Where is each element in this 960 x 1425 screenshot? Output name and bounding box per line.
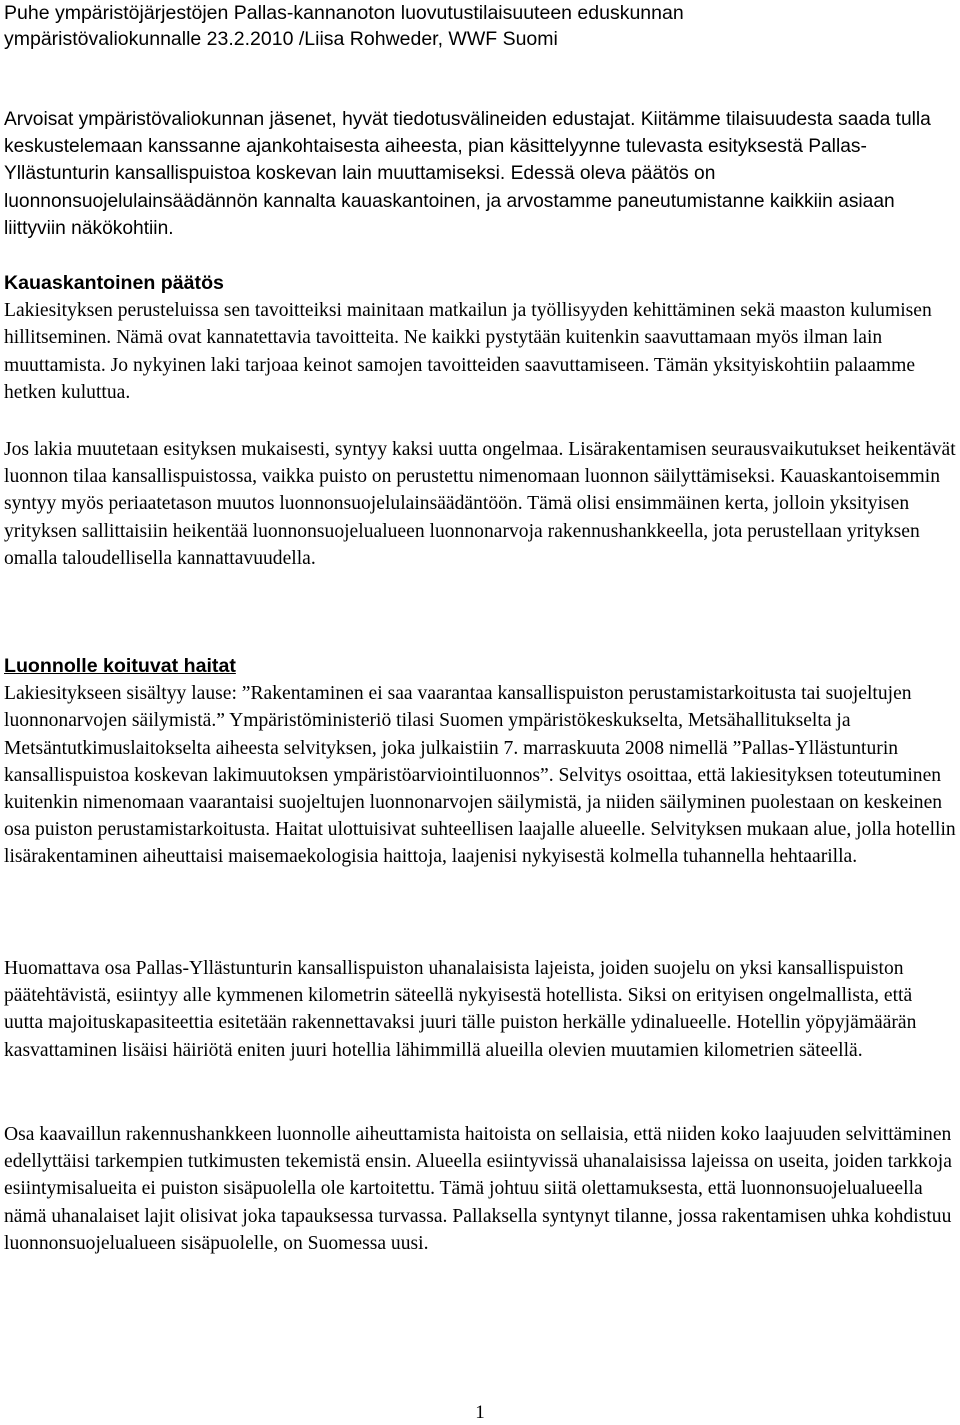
intro-paragraph: Arvoisat ympäristövaliokunnan jäsenet, hyvät tiedotusvälineiden edustajat. Kiitämme tilaisuudesta saada tulla keskustelemaan kanssanne ajankohtaisesta aiheesta, pian käsittelyynne tulevasta esityksestä Pallas-Yllästunturin kansallispuistoa koskevan lain muuttamiseksi. Edessä oleva päätös on luonnonsuojelulainsäädännön kannalta kauaskantoinen, ja arvostamme paneutumistanne kaikkiin asiaan liittyviin näkökohtiin.: [4, 109, 931, 239]
intro-paragraph-block: [4, 106, 956, 242]
section2-paragraph-1: Lakiesitykseen sisältyy lause: ”Rakentaminen ei saa vaarantaa kansallispuiston perustamistarkoitusta tai suojeltujen luonnonarvojen säilymistä.” Ympäristöministeriö tilasi Suomen ympäristökeskukselta, Metsähallitukselta ja Metsäntutkimuslaitokselta aiheesta selvityksen, joka julkaistiin 7. marraskuuta 2008 nimellä ”Pallas-Yllästunturin kansallispuistoa koskevan lakimuutoksen ympäristöarviointiluonnos”. Selvitys osoittaa, että lakiesityksen toteutuminen kuitenkin nimenomaan vaarantaisi suojeltujen luonnonarvojen säilymistä, ja niiden säilyminen puolestaan on keskeinen osa puiston perustamistarkoitusta. Haitat ulottuisivat suhteellisen laajalle alueelle. Selvityksen mukaan alue, jolla hotellin lisärakentaminen aiheuttaisi maisemaekologisia haittoja, laajenisi nykyisestä kolmella tuhannella hehtaarilla.: [4, 683, 956, 868]
title-line-1: Puhe ympäristöjärjestöjen Pallas-kannanoton luovutustilaisuuteen eduskunnan: [4, 2, 684, 24]
section2-paragraph-3: Osa kaavaillun rakennushankkeen luonnolle aiheuttamista haitoista on sellaisia, että niiden koko laajuuden selvittäminen edellyttäisi tarkempien tutkimusten tekemistä ensin. Alueella esiintyvissä uhanalaisissa lajeissa on useita, joiden tarkkoja esiintymisalueita ei puiston sisäpuolella ole kartoitettu. Tämä johtuu siitä olettamuksesta, että luonnonsuojelualueella nämä uhanalaiset lajit olisivat joka tapauksessa turvassa. Pallaksella syntynyt tilanne, jossa rakentamisen uhka kohdistuu luonnonsuojelualueen sisäpuolelle, on Suomessa uusi.: [4, 1124, 952, 1254]
section-heading-luonnolle: Luonnolle koituvat haitat: [4, 655, 236, 677]
section1-paragraph-2-block: [4, 436, 956, 572]
page-number: 1: [475, 1402, 485, 1423]
section1-paragraph-2: Jos lakia muutetaan esityksen mukaisesti, syntyy kaksi uutta ongelmaa. Lisärakentamisen seurausvaikutukset heikentävät luonnon tilaa kansallispuistossa, vaikka puisto on perustettu nimenomaan luonnon säilyttämiseksi. Kauaskantoisemmin syntyy myös periaatetason muutos luonnonsuojelulainsäädäntöön. Tämä olisi ensimmäinen kerta, jolloin yksityisen yrityksen sallittaisiin heikentää luonnonsuojelualueen luonnonarvoja rakennushankkeella, jota perustellaan yrityksen omalla taloudellisella kannattavuudella.: [4, 439, 956, 569]
section-heading-kauaskantoinen: Kauaskantoinen päätös: [4, 272, 224, 294]
section-luonnolle: [4, 653, 956, 871]
section1-paragraph-1: Lakiesityksen perusteluissa sen tavoitteiksi mainitaan matkailun ja työllisyyden kehittäminen sekä maaston kulumisen hillitseminen. Nämä ovat kannatettavia tavoitteita. Ne kaikki pystytään kuitenkin saavuttamaan myös ilman lain muuttamista. Jo nykyinen laki tarjoaa keinot samojen tavoitteiden saavuttamiseen. Tämän yksityiskohtiin palaamme hetken kuluttua.: [4, 300, 932, 403]
section2-paragraph-3-block: [4, 1121, 956, 1257]
section-kauaskantoinen: [4, 270, 956, 406]
document-title: [4, 0, 956, 52]
section2-paragraph-2-block: [4, 955, 956, 1064]
title-line-2: ympäristövaliokunnalle 23.2.2010 /Liisa Rohweder, WWF Suomi: [4, 28, 558, 50]
section2-paragraph-2: Huomattava osa Pallas-Yllästunturin kansallispuiston uhanalaisista lajeista, joiden suojelu on yksi kansallispuiston päätehtävistä, esiintyy alle kymmenen kilometrin säteellä nykyisestä hotellista. Siksi on erityisen ongelmallista, että uutta majoituskapasiteettia esitetään rakennettavaksi juuri tälle puiston herkälle ydinalueelle. Hotellin yöpyjämäärän kasvattaminen lisäisi häiriötä eniten juuri hotellia lähimmillä alueilla olevien muutamien kilometrien säteellä.: [4, 958, 917, 1061]
